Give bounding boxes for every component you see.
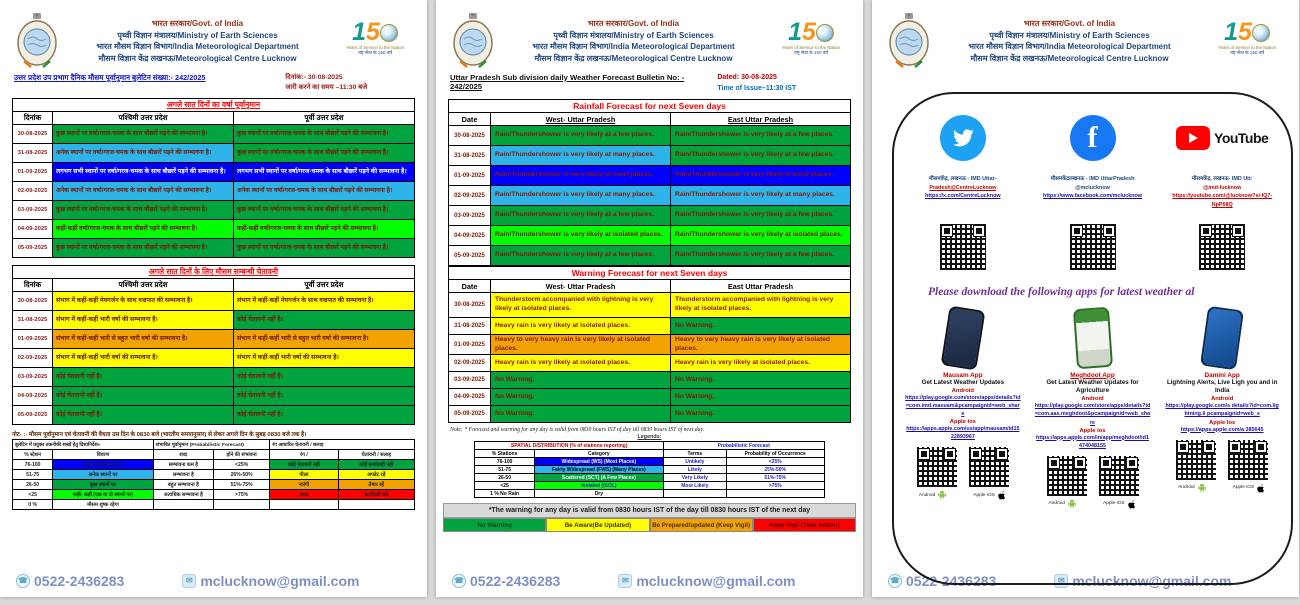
ios-label: Apple Ios bbox=[1079, 427, 1106, 434]
ios-link[interactable]: https://apps.apple.com/a 385645 bbox=[1180, 426, 1264, 433]
legend-row: 26-50 Scattered (SCT) (A Few Places) Very Likely 51%-75% bbox=[475, 474, 824, 482]
twitter-link[interactable]: https://x.com/CentreLucknow bbox=[925, 193, 1001, 200]
legend-box-be-prepared: Be Prepared/updated (Keep Vigil) bbox=[650, 518, 753, 532]
bulletin-title-hi: उत्तर प्रदेश उप प्रभाग दैनिक मौसम पूर्वानुमान बुलेटिन संख्या:- 242/2025 bbox=[14, 73, 206, 82]
table-row: 03-09-2025 कुछ स्थानों पर वर्षा/गरज-चमक के साथ बौछारें पड़ने की सम्भावना है। कुछ स्थानों पर वर्षा/गरज-चमक के साथ बौछारें पड़ने की सम्भावना है। bbox=[13, 201, 415, 220]
ios-qr-code bbox=[1228, 440, 1268, 480]
app-name: Mausam App bbox=[943, 371, 983, 379]
android-label: Android bbox=[1211, 396, 1234, 403]
ios-label: Apple Ios bbox=[1209, 419, 1236, 426]
facebook-handle: @mclucknow bbox=[1075, 184, 1110, 191]
imd-line: भारत मौसम विज्ञान विभाग/India Meteorological Department bbox=[532, 42, 735, 52]
ios-qr-code bbox=[969, 447, 1009, 487]
twitter-handle: Pradesh@CentreLucknow bbox=[929, 184, 997, 191]
table-row: 30-08-2025 Thunderstorm accompanied with lightning is very likely at isolated places. Thunderstorm accompanied with lightning is very likely at isolated places. bbox=[449, 293, 851, 318]
rain-forecast-table-hi: अगले सात दिनों का वर्षा पूर्वानुमान दिनांक पश्चिमी उत्तर प्रदेश पूर्वी उत्तर प्रदेश 30-08-2025 कुछ स्थानों पर वर्षा/गरज-चमक के साथ बौछारें पड़ने की सम्भावना है। कुछ स्थानों पर वर्षा/गरज-चमक के साथ बौछारें पड़ने की सम्भावना है। 31-08-2025 अनेक स्थानों पर वर्षा/गरज-चमक के साथ बौछारें पड़ने की सम्भावना है। कुछ स्थानों पर वर्षा/गरज-चमक के साथ बौछारें पड़ने की सम्भावना है। 01-09-2025 लगभग सभी स्थानों पर वर्षा/गरज-चमक के साथ बौछारें पड़ने की सम्भावना है। लगभग सभी स्थानों पर वर्षा/गरज-चमक के साथ बौछारें पड़ने की सम्भावना है। 02-09-2025 अनेक स्थानों पर वर्षा/गरज-चमक के साथ बौछारें पड़ने की सम्भावना है। अनेक स्थानों पर वर्षा/गरज-चमक के साथ बौछारें पड़ने की सम्भावना है। 03-09-2025 कुछ स्थानों पर वर्षा/गरज-चमक के साथ बौछारें पड़ने की सम्भावना है। कुछ स्थानों पर वर्षा/गरज-चमक के साथ बौछारें पड़ने की सम्भावना है। 04-09-2025 कहीं-कहीं वर्षा/गरज-चमक के साथ बौछारें पड़ने की सम्भावना है। कहीं-कहीं वर्षा/गरज-चमक के साथ बौछारें पड़ने की सम्भावना है। 05-09-2025 कुछ स्थानों पर वर्षा/गरज-चमक के साथ बौछारें पड़ने की सम्भावना है। कुछ स्थानों पर वर्षा/गरज-चमक के साथ बौछारें पड़ने की सम्भावना है। bbox=[12, 98, 415, 258]
legend-row: <25 कहीं- कहीं (एक या दो स्थानों पर) अत्यधिक सम्भावना है >75% लाल कार्यवाही करें bbox=[13, 490, 415, 500]
legend-box-be-aware: Be Aware(Be Updated) bbox=[546, 518, 649, 532]
validity-note-hi: नोट- :- मौसम पूर्वानुमान एवं चेतावनी की वैधता उस दिन के 0830 बजे (भारतीय समयानुसार) से लेकर अगले दिन के सुबह 0830 बजे तक है। bbox=[12, 432, 307, 439]
table-row: 05-09-2025 कोई चेतावनी नहीं है। कोई चेतावनी नहीं है। bbox=[13, 406, 415, 425]
ios-link[interactable]: https://apps.apple.com/in/app/meghdoot/id1474048155 bbox=[1036, 434, 1149, 449]
150-years-logo-icon: 15 Years of Service to the Nation राष्ट्र सेवा के 150 वर्ष bbox=[773, 20, 849, 56]
legend-box-take-action: Keep Vigil (Take Action) bbox=[753, 518, 856, 532]
table-row: 30-08-2025 संभाग में कहीं-कहीं मेघगर्जन के साथ वज्रपात की सम्भावना है। संभाग में कहीं-कहीं मेघगर्जन के साथ वज्रपात की सम्भावना है। bbox=[13, 292, 415, 311]
android-qr-code bbox=[917, 447, 957, 487]
email-icon: ✉ bbox=[182, 574, 196, 588]
social-apps-panel bbox=[892, 92, 1293, 585]
table-row: 03-09-2025 कोई चेतावनी नहीं है। कोई चेतावनी नहीं है। bbox=[13, 368, 415, 387]
legend-box-no-warning: No Warning bbox=[443, 518, 546, 532]
globe-icon bbox=[380, 24, 398, 42]
apple-logo-icon bbox=[1127, 499, 1137, 509]
legend-row: 76-100 Widespread (WS) (Most Places) Unlikely <25% bbox=[475, 458, 824, 466]
table-row: 05-09-2025 कुछ स्थानों पर वर्षा/गरज-चमक के साथ बौछारें पड़ने की सम्भावना है। कुछ स्थानों पर वर्षा/गरज-चमक के साथ बौछारें पड़ने की सम्भावना है। bbox=[13, 239, 415, 258]
table-row: 31-08-2025 Rain/Thundershower is very likely at many places. Rain/Thundershower is very likely at a few places. bbox=[449, 146, 851, 166]
twitter-icon bbox=[940, 115, 986, 161]
youtube-handle: @imd-lucknow bbox=[1203, 184, 1242, 191]
table-row: 02-09-2025 Rain/Thundershower is very likely at many places. Rain/Thundershower is very likely at many places. bbox=[449, 186, 851, 206]
android-qr-code bbox=[1047, 456, 1087, 496]
warning-forecast-table: Warning Forecast for next Seven days Date West- Uttar Pradesh East Uttar Pradesh 30-08-2025 Thunderstorm accompanied with lightning is very likely at isolated places. Thunderstorm accompanied with lightning is very likely at isolated places. 31-08-2025 Heavy rain is very likely at isolated places. No Warning. 01-09-2025 Heavy to very heavy rain is very likely at isolated places. Heavy to very heavy rain is very likely at isolated places. 02-09-2025 Heavy rain is very likely at isolated places. Heavy rain is very likely at isolated places. 03-09-2025 No Warning. No Warning. 04-09-2025 No Warning. No Warning. 05-09-2025 No Warning. No Warning. bbox=[448, 266, 851, 423]
email-address: mclucknow@gmail.com bbox=[636, 573, 796, 589]
email-icon: ✉ bbox=[1054, 574, 1068, 588]
bulletin-date-hi: दिनांक:- 30-08-2025 जारी करने का समय –11:30 बजे bbox=[285, 74, 368, 92]
damini-app-block: Damini App Lightning Alerts, Live Ligh you and in India Android https://play.google.com/s details?id=com.lightning.li pcampaignid=web_s Apple Ios https://apps.apple.com/a 385645 Android Apple iOS bbox=[1157, 370, 1287, 509]
phone-icon: ☎ bbox=[452, 574, 466, 588]
logo150-caption-hi: राष्ट्र सेवा के 150 वर्ष bbox=[357, 50, 393, 55]
apple-logo-icon bbox=[997, 490, 1007, 500]
youtube-link[interactable]: https://youtube.com/@lucknow?si-IQ7-NpP68Q bbox=[1172, 193, 1273, 208]
globe-icon bbox=[1252, 24, 1270, 42]
ios-link[interactable]: https://apps.apple.com/us/app/mausam/id1522893967 bbox=[906, 426, 1020, 441]
email-item bbox=[182, 573, 359, 589]
legends-label: Legends: bbox=[637, 434, 662, 441]
facebook-qr-code bbox=[1070, 224, 1116, 270]
table-row: 03-09-2025 No Warning. No Warning. bbox=[449, 372, 851, 389]
table-title: अगले सात दिनों का वर्षा पूर्वानुमान bbox=[13, 99, 415, 112]
table-row: 31-08-2025 संभाग में कहीं-कहीं भारी वर्षा की सम्भावना है। कोई चेतावनी नहीं है। bbox=[13, 311, 415, 330]
table-row: 04-09-2025 Rain/Thundershower is very likely at isolated places. Rain/Thundershower is very likely at isolated places. bbox=[449, 226, 851, 246]
ios-label: Apple Ios bbox=[949, 419, 976, 426]
phone-number: 0522-2436283 bbox=[906, 573, 997, 589]
rainfall-forecast-table: Rainfall Forecast for next Seven days Date West- Uttar Pradesh East Uttar Pradesh 30-08-2025 Rain/Thundershower is very likely at a few places. Rain/Thundershower is very likely at a few places. 31-08-2025 Rain/Thundershower is very likely at many places. Rain/Thundershower is very likely at a few places. 01-09-2025 Rain/Thundershower is very likely at most places. Rain/Thundershower is very likely at most places. 02-09-2025 Rain/Thundershower is very likely at many places. Rain/Thundershower is very likely at many places. 03-09-2025 Rain/Thundershower is very likely at a few places. Rain/Thundershower is very likely at a few places. 04-09-2025 Rain/Thundershower is very likely at isolated places. Rain/Thundershower is very likely at isolated places. 05-09-2025 Rain/Thundershower is very likely at a few places. Rain/Thundershower is very likely at a few places. bbox=[448, 99, 851, 266]
page1-header bbox=[0, 0, 427, 70]
android-link[interactable]: https://play.google.com/s details?id=com.lightning.li pcampaignid=web_s bbox=[1165, 403, 1279, 418]
ministry-line: पृथ्वी विज्ञान मंत्रालय/Ministry of Earth Sciences bbox=[989, 30, 1150, 40]
imd-line: भारत मौसम विज्ञान विभाग/India Meteorological Department bbox=[968, 42, 1171, 52]
logo150-caption-en: Years of Service to the Nation bbox=[1218, 45, 1276, 50]
phone-item bbox=[16, 573, 124, 589]
govt-line: भारत सरकार/Govt. of India bbox=[587, 19, 680, 28]
legend-table-en: SPATIAL DISTRIBUTION (% of stations reporting) Probabilistic Forecast % Stations Category Terms Probability of Occurrence 76-100 Widespread (WS) (Most Places) Unlikely <25% 51-75 Fairly Widespread (FWS) (Many Places) Likely 25%-50% 26-50 Scattered (SCT) (A Few Places) Very Likely 51%-75% <25 Isolated (ISOL) Most Likely >75% 1 % No Rain Dry bbox=[474, 441, 824, 498]
imd-line: भारत मौसम विज्ञान विभाग/India Meteorological Department bbox=[96, 42, 299, 52]
govt-line: भारत सरकार/Govt. of India bbox=[1023, 19, 1116, 28]
legend-row: 26-50 कुछ स्थानों पर बहुत सम्भावना है 51%-75% नारंगी तैयार रहें bbox=[13, 480, 415, 490]
legend-row: 51-75 अनेक स्थानों पर सम्भावना है 26%-50% पीला अपडेट रहें bbox=[13, 470, 415, 480]
table-row: 30-08-2025 कुछ स्थानों पर वर्षा/गरज-चमक के साथ बौछारें पड़ने की सम्भावना है। कुछ स्थानों पर वर्षा/गरज-चमक के साथ बौछारें पड़ने की सम्भावना है। bbox=[13, 125, 415, 144]
ministry-line: पृथ्वी विज्ञान मंत्रालय/Ministry of Earth Sciences bbox=[553, 30, 714, 40]
table-row: 05-09-2025 No Warning. No Warning. bbox=[449, 406, 851, 423]
legend-row: 0 % मौसम शुष्क रहेगा bbox=[13, 500, 415, 510]
phone-number: 0522-2436283 bbox=[34, 573, 125, 589]
table-row: 01-09-2025 लगभग सभी स्थानों पर वर्षा/गरज-चमक के साथ बौछारें पड़ने की सम्भावना है। लगभग सभी स्थानों पर वर्षा/गरज-चमक के साथ बौछारें पड़ने की सम्भावना है। bbox=[13, 163, 415, 182]
email-address: mclucknow@gmail.com bbox=[200, 573, 360, 589]
android-label: Android bbox=[1081, 396, 1104, 403]
app-desc: Get Latest Weather Updates for Agriculture bbox=[1046, 378, 1139, 394]
table-row: 02-09-2025 संभाग में कहीं-कहीं भारी वर्षा की सम्भावना है। संभाग में कहीं-कहीं भारी वर्षा की सम्भावना है। bbox=[13, 349, 415, 368]
apps-heading: Please download the following apps for latest weather al bbox=[928, 285, 1195, 298]
email-address: mclucknow@gmail.com bbox=[1072, 573, 1232, 589]
table-row: 05-09-2025 Rain/Thundershower is very likely at a few places. Rain/Thundershower is very likely at a few places. bbox=[449, 246, 851, 266]
150-years-logo-icon: 15 Years of Service to the Nation राष्ट्र सेवा के 150 वर्ष bbox=[1209, 20, 1285, 56]
page2-footer bbox=[436, 573, 863, 589]
youtube-icon: YouTube bbox=[1176, 126, 1268, 150]
table-row: 02-09-2025 अनेक स्थानों पर वर्षा/गरज-चमक के साथ बौछारें पड़ने की सम्भावना है। अनेक स्थानों पर वर्षा/गरज-चमक के साथ बौछारें पड़ने की सम्भावना है। bbox=[13, 182, 415, 201]
globe-icon bbox=[816, 24, 834, 42]
twitter-qr-code bbox=[940, 224, 986, 270]
govt-line: भारत सरकार/Govt. of India bbox=[151, 19, 244, 28]
table-row: 03-09-2025 Rain/Thundershower is very likely at a few places. Rain/Thundershower is very likely at a few places. bbox=[449, 206, 851, 226]
legend-row: <25 Isolated (ISOL) Most Likely >75% bbox=[475, 482, 824, 490]
android-robot-icon bbox=[1197, 483, 1207, 493]
app-name: Damini App bbox=[1204, 371, 1240, 379]
logo150-caption-hi: राष्ट्र सेवा के 150 वर्ष bbox=[793, 50, 829, 55]
android-robot-icon bbox=[1067, 499, 1077, 509]
email-icon: ✉ bbox=[618, 574, 632, 588]
app-desc: Get Latest Weather Updates bbox=[921, 378, 1005, 386]
mausam-app-image bbox=[940, 305, 985, 370]
mausam-app-block: Mausam App Get Latest Weather Updates Android https://play.google.com/store/apps/details?id=com.imd.masuam&pcampaignid=web_share Apple Ios https://apps.apple.com/us/app/mausam/id1522893967 Android Apple iOS bbox=[898, 370, 1028, 509]
meghdoot-app-block: Meghdoot App Get Latest Weather Updates for Agriculture Android https://play.google.com/store/apps/details?id=com.aas.meghdoot&pcampaignid=web_share Apple Ios https://apps.apple.com/in/app/meghdoot/id1474048155 Android Apple iOS bbox=[1028, 370, 1158, 509]
android-link[interactable]: https://play.google.com/store/apps/details?id=com.aas.meghdoot&pcampaignid=web_share bbox=[1034, 403, 1151, 426]
imd-logo-icon bbox=[16, 12, 58, 68]
phone-icon: ☎ bbox=[888, 574, 902, 588]
page-3-social-apps bbox=[872, 0, 1299, 597]
centre-line: मौसम विज्ञान केंद्र लखनऊ/Meteorological Centre Lucknow bbox=[98, 53, 297, 63]
youtube-account-block: मौसमकेंद्र, लखनऊ- IMD Utt: @imd-lucknow https://youtube.com/@lucknow?si-IQ7-NpP68Q bbox=[1157, 175, 1287, 210]
android-label: Android bbox=[951, 387, 974, 394]
warning-forecast-table-hi: अगले सात दिनों के लिए मौसम सम्बन्धी चेतावनी दिनांक पश्चिमी उत्तर प्रदेश पूर्वी उत्तर प्रदेश 30-08-2025 संभाग में कहीं-कहीं मेघगर्जन के साथ वज्रपात की सम्भावना है। संभाग में कहीं-कहीं मेघगर्जन के साथ वज्रपात की सम्भावना है। 31-08-2025 संभाग में कहीं-कहीं भारी वर्षा की सम्भावना है। कोई चेतावनी नहीं है। 01-09-2025 संभाग में कहीं-कहीं भारी से बहुत भारी वर्षा की सम्भावना है। संभाग में कहीं-कहीं भारी से बहुत भारी वर्षा की सम्भावना है। 02-09-2025 संभाग में कहीं-कहीं भारी वर्षा की सम्भावना है। संभाग में कहीं-कहीं भारी वर्षा की सम्भावना है। 03-09-2025 कोई चेतावनी नहीं है। कोई चेतावनी नहीं है। 04-09-2025 कोई चेतावनी नहीं है। कोई चेतावनी नहीं है। 05-09-2025 कोई चेतावनी नहीं है। कोई चेतावनी नहीं है। bbox=[12, 265, 415, 425]
table-title: Warning Forecast for next Seven days bbox=[449, 267, 851, 280]
warning-validity-bar: *The warning for any day is valid from 0830 hours IST of the day till 0830 hours IST of the next day bbox=[443, 503, 856, 518]
imd-logo-icon bbox=[888, 12, 930, 68]
phone-item bbox=[452, 573, 560, 589]
table-title: अगले सात दिनों के लिए मौसम सम्बन्धी चेतावनी bbox=[13, 266, 415, 279]
damini-app-image bbox=[1200, 305, 1244, 369]
page2-header bbox=[436, 0, 863, 70]
app-name: Meghdoot App bbox=[1070, 371, 1115, 379]
bulletin-title-en: Uttar Pradesh Sub division daily Weather Forecast Bulletin No: - 242/2025 bbox=[450, 73, 685, 91]
table-row: 31-08-2025 Heavy rain is very likely at isolated places. No Warning. bbox=[449, 318, 851, 335]
centre-line: मौसम विज्ञान केंद्र लखनऊ/Meteorological Centre Lucknow bbox=[970, 53, 1169, 63]
imd-logo-icon bbox=[452, 12, 494, 68]
ministry-line: पृथ्वी विज्ञान मंत्रालय/Ministry of Earth Sciences bbox=[117, 30, 278, 40]
legend-row: 1 % No Rain Dry bbox=[475, 490, 824, 498]
email-item bbox=[618, 573, 795, 589]
phone-number: 0522-2436283 bbox=[470, 573, 561, 589]
ios-qr-code bbox=[1099, 456, 1139, 496]
app-desc: Lightning Alerts, Live Ligh you and in India bbox=[1166, 378, 1278, 394]
facebook-account-block: मौसमकेंद्रलखनऊ - IMD UttarPradesh @mclucknow https://www.facebook.com/mclucknow bbox=[1028, 175, 1158, 210]
table-row: 01-09-2025 Heavy to very heavy rain is very likely at isolated places. Heavy to very heavy rain is very likely at isolated places. bbox=[449, 335, 851, 355]
validity-note-en: Note: * Forecast and warning for any day is valid from 0830 hours IST of day till 0830 hours IST of next day. bbox=[450, 427, 705, 434]
legend-row: 76-100 लगभग सभी स्थानों पर सम्भावना कम है <25% कोई चेतावनी नहीं कोई कार्यवाही नहीं bbox=[13, 460, 415, 470]
legend-table-hi: बुलेटिन में प्रयुक्त तकनीकी शब्दों हेतु दिशानिर्देश» संभावित पूर्वानुमान (Probabilistic Forecast) रंग आधारित चेतावनी / सलाह % स्टेशन विवरण शब्द होने की संभावना रंग / चेतावनी / सलाह 76-100 लगभग सभी स्थानों पर सम्भावना कम है <25% कोई चेतावनी नहीं कोई कार्यवाही नहीं 51-75 अनेक स्थानों पर सम्भावना है 26%-50% पीला अपडेट रहें 26-50 कुछ स्थानों पर बहुत सम्भावना है 51%-75% नारंगी तैयार रहें <25 कहीं- कहीं (एक या दो स्थानों पर) अत्यधिक सम्भावना है >75% लाल कार्यवाही करें 0 % मौसम शुष्क रहेगा bbox=[12, 439, 415, 510]
warning-color-legend bbox=[443, 518, 856, 532]
table-row: 04-09-2025 कोई चेतावनी नहीं है। कोई चेतावनी नहीं है। bbox=[13, 387, 415, 406]
table-row: 01-09-2025 संभाग में कहीं-कहीं भारी से बहुत भारी वर्षा की सम्भावना है। संभाग में कहीं-कहीं भारी से बहुत भारी वर्षा की सम्भावना है। bbox=[13, 330, 415, 349]
table-row: 01-09-2025 Rain/Thundershower is very likely at most places. Rain/Thundershower is very likely at most places. bbox=[449, 166, 851, 186]
table-row: 04-09-2025 कहीं-कहीं वर्षा/गरज-चमक के साथ बौछारें पड़ने की सम्भावना है। कहीं-कहीं वर्षा/गरज-चमक के साथ बौछारें पड़ने की सम्भावना है। bbox=[13, 220, 415, 239]
phone-icon: ☎ bbox=[16, 574, 30, 588]
table-title: Rainfall Forecast for next Seven days bbox=[449, 100, 851, 113]
table-row: 02-09-2025 Heavy rain is very likely at isolated places. Heavy rain is very likely at isolated places. bbox=[449, 355, 851, 372]
page-2-english-bulletin bbox=[436, 0, 863, 597]
apple-logo-icon bbox=[1256, 483, 1266, 493]
logo150-caption-hi: राष्ट्र सेवा के 150 वर्ष bbox=[1229, 50, 1265, 55]
twitter-account-block: मौसमकेंद्र, लखनऊ - IMD Uttar- Pradesh@CentreLucknow https://x.com/CentreLucknow bbox=[898, 175, 1028, 210]
page3-header bbox=[872, 0, 1299, 70]
facebook-icon: f bbox=[1070, 115, 1116, 161]
150-years-logo-icon: 15 Years of Service to the Nation राष्ट्र सेवा के 150 वर्ष bbox=[337, 20, 413, 56]
youtube-qr-code bbox=[1199, 224, 1245, 270]
page-1-hindi-bulletin bbox=[0, 0, 427, 597]
logo150-caption-en: Years of Service to the Nation bbox=[346, 45, 404, 50]
meghdoot-app-image bbox=[1072, 306, 1112, 368]
legend-row: 51-75 Fairly Widespread (FWS) (Many Places) Likely 25%-50% bbox=[475, 466, 824, 474]
table-row: 04-09-2025 No Warning. No Warning. bbox=[449, 389, 851, 406]
logo150-caption-en: Years of Service to the Nation bbox=[782, 45, 840, 50]
page1-footer bbox=[0, 573, 427, 589]
table-row: 31-08-2025 अनेक स्थानों पर वर्षा/गरज-चमक के साथ बौछारें पड़ने की सम्भावना है। कुछ स्थानों पर वर्षा/गरज-चमक के साथ बौछारें पड़ने की सम्भावना है। bbox=[13, 144, 415, 163]
centre-line: मौसम विज्ञान केंद्र लखनऊ/Meteorological Centre Lucknow bbox=[534, 53, 733, 63]
facebook-link[interactable]: https://www.facebook.com/mclucknow bbox=[1043, 193, 1142, 200]
android-robot-icon bbox=[937, 490, 947, 500]
android-link[interactable]: https://play.google.com/store/apps/details?id=com.imd.masuam&pcampaignid=web_share bbox=[905, 394, 1021, 418]
bulletin-date-en: Dated: 30-08-2025 Time of Issue–11:30 IST bbox=[717, 74, 797, 92]
android-qr-code bbox=[1176, 440, 1216, 480]
table-row: 30-08-2025 Rain/Thundershower is very likely at a few places. Rain/Thundershower is very likely at a few places. bbox=[449, 126, 851, 146]
